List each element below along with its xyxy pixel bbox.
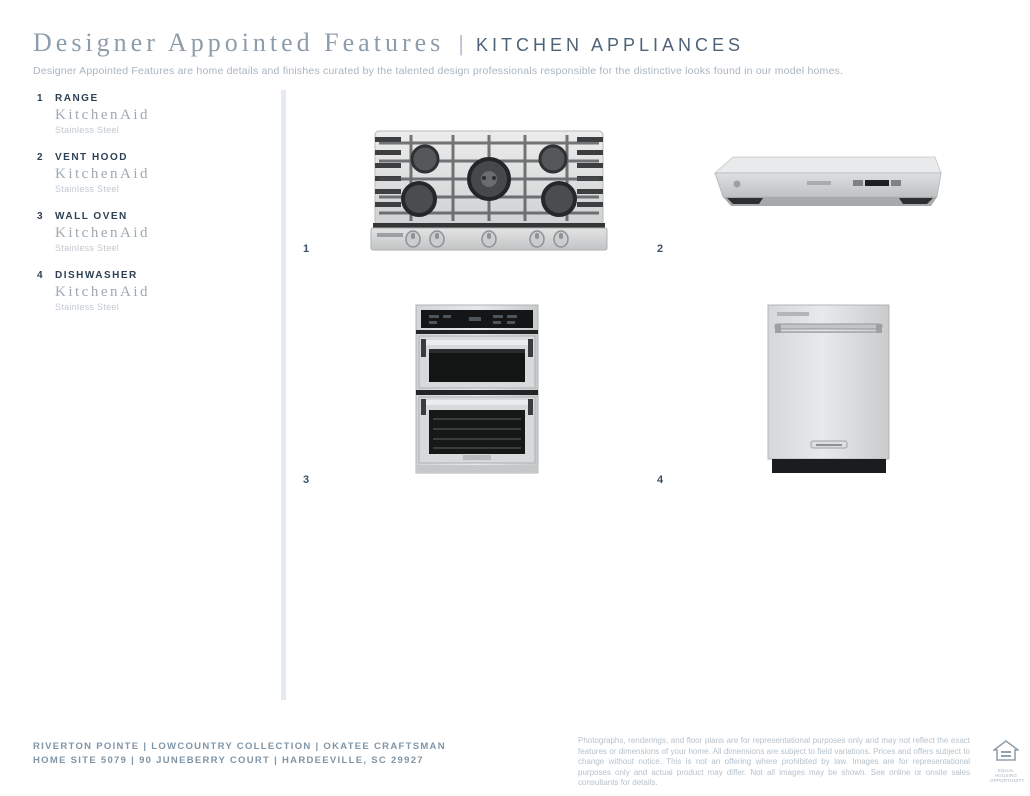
- feature-finish: Stainless Steel: [55, 243, 120, 253]
- equal-housing-caption: EQUAL HOUSING OPPORTUNITY: [990, 768, 1025, 783]
- feature-number: 2: [37, 152, 43, 163]
- title-section: KITCHEN APPLIANCES: [475, 35, 745, 55]
- feature-name: WALL OVEN: [55, 211, 128, 222]
- equal-housing-logo: [990, 740, 1025, 783]
- feature-item-dishwasher: [37, 270, 257, 312]
- gallery-number-1: 1: [303, 243, 310, 255]
- feature-brand: KitchenAid: [55, 225, 150, 241]
- feature-finish: Stainless Steel: [55, 184, 120, 194]
- page-header: [33, 28, 843, 77]
- feature-finish: Stainless Steel: [55, 125, 120, 135]
- footer-community-info: [33, 740, 446, 768]
- feature-item-vent-hood: [37, 152, 257, 194]
- gallery-number-4: 4: [657, 474, 664, 486]
- dishwasher-photo: [762, 301, 896, 477]
- feature-brand: KitchenAid: [55, 284, 150, 300]
- feature-name: VENT HOOD: [55, 152, 128, 163]
- feature-item-range: [37, 93, 257, 135]
- feature-item-wall-oven: [37, 211, 257, 253]
- feature-number: 3: [37, 211, 43, 222]
- feature-list: [37, 93, 257, 329]
- wall-oven-photo: [409, 303, 545, 475]
- feature-brand: KitchenAid: [55, 107, 150, 123]
- title-main: Designer Appointed Features: [33, 28, 445, 57]
- equal-housing-house-icon: [993, 740, 1019, 762]
- title-separator: |: [458, 31, 464, 56]
- vent-hood-photo: [703, 153, 948, 215]
- feature-name: DISHWASHER: [55, 270, 138, 281]
- feature-number: 1: [37, 93, 43, 104]
- vertical-divider: [281, 90, 286, 700]
- gallery-number-2: 2: [657, 243, 664, 255]
- footer-line1: RIVERTON POINTE | LOWCOUNTRY COLLECTION | OKATEE CRAFTSMAN: [33, 741, 446, 752]
- feature-finish: Stainless Steel: [55, 302, 120, 312]
- page-subtitle: Designer Appointed Features are home details and finishes curated by the talented design professionals responsible for the distinctive looks found in our model homes.: [33, 65, 844, 77]
- footer-disclaimer: Photographs, renderings, and floor plans are for representational purposes only and may not reflect the exact features or dimensions of your home. All dimensions are subject to field variations. Prices and offers subject to change without notice. This is not an offering where prohibited by law. Images are for representational purposes only and actual product may differ. Not all images may be shown. See online or onsite sales consultants for details.: [578, 736, 970, 787]
- footer-line2: HOME SITE 5079 | 90 JUNEBERRY COURT | HARDEEVILLE, SC 29927: [33, 755, 424, 766]
- gas-cooktop-photo: [363, 121, 615, 255]
- feature-number: 4: [37, 270, 43, 281]
- gallery-number-3: 3: [303, 474, 310, 486]
- feature-name: RANGE: [55, 93, 99, 104]
- feature-brand: KitchenAid: [55, 166, 150, 182]
- page-title: [33, 28, 843, 58]
